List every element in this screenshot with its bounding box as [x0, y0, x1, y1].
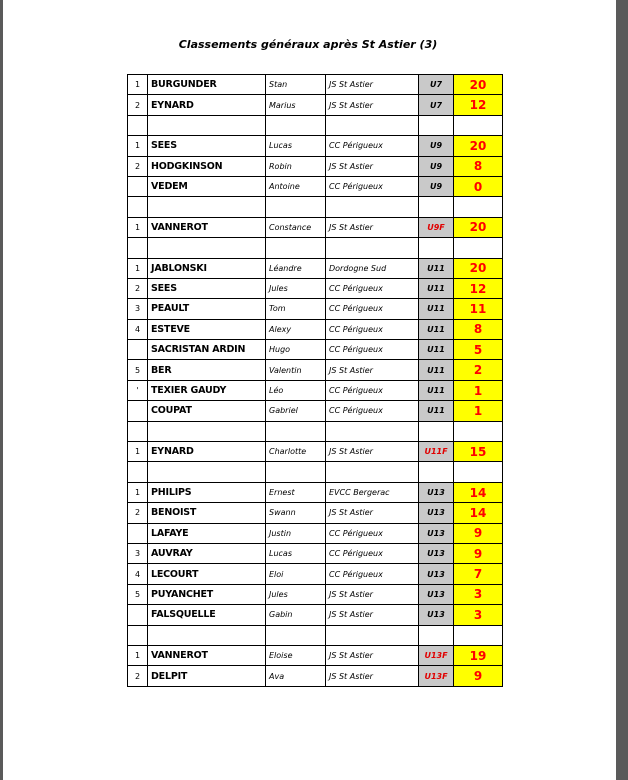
- last-name-cell: BENOIST: [148, 503, 266, 523]
- category-cell: U11: [419, 340, 454, 360]
- points-cell: 8: [454, 156, 503, 176]
- rank-cell: 1: [128, 217, 148, 237]
- points-cell: 0: [454, 176, 503, 196]
- rank-cell: 1: [128, 75, 148, 95]
- club-cell: JS St Astier: [326, 360, 419, 380]
- first-name-cell: [266, 421, 326, 441]
- first-name-cell: Lucas: [266, 543, 326, 563]
- table-row: [128, 482, 503, 502]
- last-name-cell: PEAULT: [148, 299, 266, 319]
- first-name-cell: Valentin: [266, 360, 326, 380]
- category-cell: U13: [419, 523, 454, 543]
- first-name-cell: Hugo: [266, 340, 326, 360]
- club-cell: JS St Astier: [326, 666, 419, 686]
- table-spacer-row: [128, 238, 503, 258]
- rank-cell: [128, 115, 148, 135]
- category-cell: U7: [419, 75, 454, 95]
- first-name-cell: Justin: [266, 523, 326, 543]
- last-name-cell: SEES: [148, 136, 266, 156]
- club-cell: [326, 115, 419, 135]
- table-row: [128, 156, 503, 176]
- points-cell: 15: [454, 442, 503, 462]
- points-cell: [454, 421, 503, 441]
- first-name-cell: Marius: [266, 95, 326, 115]
- table-spacer-row: [128, 462, 503, 482]
- points-cell: 14: [454, 503, 503, 523]
- last-name-cell: [148, 238, 266, 258]
- table-row: [128, 564, 503, 584]
- category-cell: [419, 115, 454, 135]
- points-cell: 3: [454, 584, 503, 604]
- rank-cell: [128, 238, 148, 258]
- last-name-cell: SACRISTAN ARDIN: [148, 340, 266, 360]
- first-name-cell: Léo: [266, 380, 326, 400]
- rank-cell: [128, 176, 148, 196]
- club-cell: JS St Astier: [326, 95, 419, 115]
- club-cell: CC Périgueux: [326, 543, 419, 563]
- first-name-cell: Antoine: [266, 176, 326, 196]
- rank-cell: 2: [128, 278, 148, 298]
- table-row: [128, 401, 503, 421]
- category-cell: U13: [419, 564, 454, 584]
- rank-cell: [128, 523, 148, 543]
- club-cell: JS St Astier: [326, 156, 419, 176]
- table-row: [128, 584, 503, 604]
- rank-cell: ': [128, 380, 148, 400]
- points-cell: 14: [454, 482, 503, 502]
- category-cell: [419, 238, 454, 258]
- last-name-cell: PHILIPS: [148, 482, 266, 502]
- first-name-cell: Ernest: [266, 482, 326, 502]
- table-row: [128, 645, 503, 665]
- last-name-cell: LECOURT: [148, 564, 266, 584]
- points-cell: 1: [454, 380, 503, 400]
- points-cell: 19: [454, 645, 503, 665]
- last-name-cell: [148, 115, 266, 135]
- club-cell: CC Périgueux: [326, 401, 419, 421]
- points-cell: 9: [454, 666, 503, 686]
- points-cell: [454, 625, 503, 645]
- category-cell: U9: [419, 136, 454, 156]
- table-spacer-row: [128, 421, 503, 441]
- category-cell: U13: [419, 543, 454, 563]
- first-name-cell: Eloi: [266, 564, 326, 584]
- last-name-cell: VANNEROT: [148, 217, 266, 237]
- rank-cell: 5: [128, 360, 148, 380]
- table-spacer-row: [128, 197, 503, 217]
- first-name-cell: [266, 462, 326, 482]
- points-cell: [454, 462, 503, 482]
- rank-cell: [128, 625, 148, 645]
- table-row: [128, 340, 503, 360]
- category-cell: U7: [419, 95, 454, 115]
- first-name-cell: Alexy: [266, 319, 326, 339]
- club-cell: CC Périgueux: [326, 523, 419, 543]
- category-cell: U11: [419, 258, 454, 278]
- last-name-cell: BER: [148, 360, 266, 380]
- club-cell: CC Périgueux: [326, 136, 419, 156]
- category-cell: U11: [419, 278, 454, 298]
- rank-cell: [128, 340, 148, 360]
- points-cell: [454, 238, 503, 258]
- first-name-cell: [266, 115, 326, 135]
- club-cell: [326, 462, 419, 482]
- category-cell: U13: [419, 503, 454, 523]
- club-cell: CC Périgueux: [326, 564, 419, 584]
- category-cell: U9: [419, 176, 454, 196]
- standings-table: [127, 74, 503, 687]
- club-cell: JS St Astier: [326, 584, 419, 604]
- club-cell: CC Périgueux: [326, 176, 419, 196]
- rank-cell: [128, 197, 148, 217]
- last-name-cell: JABLONSKI: [148, 258, 266, 278]
- club-cell: JS St Astier: [326, 503, 419, 523]
- table-row: [128, 217, 503, 237]
- points-cell: 9: [454, 523, 503, 543]
- last-name-cell: TEXIER GAUDY: [148, 380, 266, 400]
- window-left-border: [0, 0, 3, 780]
- table-row: [128, 176, 503, 196]
- rank-cell: [128, 462, 148, 482]
- points-cell: 1: [454, 401, 503, 421]
- club-cell: CC Périgueux: [326, 278, 419, 298]
- category-cell: U13: [419, 482, 454, 502]
- last-name-cell: [148, 462, 266, 482]
- first-name-cell: Swann: [266, 503, 326, 523]
- table-row: [128, 543, 503, 563]
- table-row: [128, 95, 503, 115]
- points-cell: 20: [454, 136, 503, 156]
- document-title: Classements généraux après St Astier (3): [178, 38, 438, 51]
- points-cell: 20: [454, 258, 503, 278]
- points-cell: 3: [454, 605, 503, 625]
- first-name-cell: Léandre: [266, 258, 326, 278]
- last-name-cell: BURGUNDER: [148, 75, 266, 95]
- category-cell: U11: [419, 401, 454, 421]
- club-cell: JS St Astier: [326, 75, 419, 95]
- first-name-cell: Eloise: [266, 645, 326, 665]
- category-cell: U13: [419, 605, 454, 625]
- rank-cell: 1: [128, 136, 148, 156]
- category-cell: U13F: [419, 645, 454, 665]
- club-cell: [326, 625, 419, 645]
- last-name-cell: HODGKINSON: [148, 156, 266, 176]
- points-cell: 11: [454, 299, 503, 319]
- last-name-cell: SEES: [148, 278, 266, 298]
- first-name-cell: Gabin: [266, 605, 326, 625]
- last-name-cell: COUPAT: [148, 401, 266, 421]
- club-cell: JS St Astier: [326, 645, 419, 665]
- category-cell: [419, 197, 454, 217]
- category-cell: [419, 421, 454, 441]
- category-cell: U11: [419, 319, 454, 339]
- first-name-cell: [266, 625, 326, 645]
- table-row: [128, 278, 503, 298]
- first-name-cell: Robin: [266, 156, 326, 176]
- rank-cell: 2: [128, 666, 148, 686]
- last-name-cell: AUVRAY: [148, 543, 266, 563]
- last-name-cell: DELPIT: [148, 666, 266, 686]
- points-cell: 12: [454, 95, 503, 115]
- points-cell: 8: [454, 319, 503, 339]
- club-cell: Dordogne Sud: [326, 258, 419, 278]
- window-right-border: [616, 0, 628, 780]
- first-name-cell: Gabriel: [266, 401, 326, 421]
- club-cell: CC Périgueux: [326, 319, 419, 339]
- club-cell: CC Périgueux: [326, 340, 419, 360]
- last-name-cell: VEDEM: [148, 176, 266, 196]
- first-name-cell: Jules: [266, 278, 326, 298]
- first-name-cell: Constance: [266, 217, 326, 237]
- first-name-cell: Charlotte: [266, 442, 326, 462]
- club-cell: CC Périgueux: [326, 299, 419, 319]
- first-name-cell: Tom: [266, 299, 326, 319]
- club-cell: JS St Astier: [326, 217, 419, 237]
- last-name-cell: LAFAYE: [148, 523, 266, 543]
- last-name-cell: [148, 197, 266, 217]
- club-cell: EVCC Bergerac: [326, 482, 419, 502]
- first-name-cell: [266, 197, 326, 217]
- rank-cell: [128, 605, 148, 625]
- category-cell: [419, 625, 454, 645]
- category-cell: U11: [419, 360, 454, 380]
- club-cell: CC Périgueux: [326, 380, 419, 400]
- points-cell: 9: [454, 543, 503, 563]
- rank-cell: [128, 401, 148, 421]
- points-cell: [454, 197, 503, 217]
- table-row: [128, 75, 503, 95]
- category-cell: [419, 462, 454, 482]
- club-cell: [326, 421, 419, 441]
- last-name-cell: [148, 625, 266, 645]
- category-cell: U13F: [419, 666, 454, 686]
- table-row: [128, 299, 503, 319]
- rank-cell: 1: [128, 482, 148, 502]
- table-row: [128, 523, 503, 543]
- last-name-cell: [148, 421, 266, 441]
- table-row: [128, 258, 503, 278]
- points-cell: 12: [454, 278, 503, 298]
- first-name-cell: Lucas: [266, 136, 326, 156]
- last-name-cell: FALSQUELLE: [148, 605, 266, 625]
- first-name-cell: [266, 238, 326, 258]
- points-cell: [454, 115, 503, 135]
- points-cell: 2: [454, 360, 503, 380]
- club-cell: [326, 238, 419, 258]
- table-row: [128, 503, 503, 523]
- rank-cell: 4: [128, 319, 148, 339]
- table-row: [128, 360, 503, 380]
- category-cell: U13: [419, 584, 454, 604]
- last-name-cell: VANNEROT: [148, 645, 266, 665]
- rank-cell: 1: [128, 645, 148, 665]
- rank-cell: 3: [128, 543, 148, 563]
- rank-cell: 2: [128, 503, 148, 523]
- category-cell: U11: [419, 299, 454, 319]
- last-name-cell: PUYANCHET: [148, 584, 266, 604]
- category-cell: U9F: [419, 217, 454, 237]
- last-name-cell: EYNARD: [148, 95, 266, 115]
- category-cell: U11: [419, 380, 454, 400]
- points-cell: 20: [454, 217, 503, 237]
- rank-cell: 3: [128, 299, 148, 319]
- table-row: [128, 136, 503, 156]
- rank-cell: 4: [128, 564, 148, 584]
- category-cell: U9: [419, 156, 454, 176]
- last-name-cell: ESTEVE: [148, 319, 266, 339]
- club-cell: JS St Astier: [326, 605, 419, 625]
- first-name-cell: Jules: [266, 584, 326, 604]
- table-row: [128, 442, 503, 462]
- points-cell: 5: [454, 340, 503, 360]
- points-cell: 20: [454, 75, 503, 95]
- table-row: [128, 319, 503, 339]
- first-name-cell: Stan: [266, 75, 326, 95]
- table-row: [128, 605, 503, 625]
- category-cell: U11F: [419, 442, 454, 462]
- table-row: [128, 380, 503, 400]
- table-spacer-row: [128, 625, 503, 645]
- rank-cell: 2: [128, 156, 148, 176]
- points-cell: 7: [454, 564, 503, 584]
- table-row: [128, 666, 503, 686]
- rank-cell: 2: [128, 95, 148, 115]
- rank-cell: 5: [128, 584, 148, 604]
- club-cell: [326, 197, 419, 217]
- last-name-cell: EYNARD: [148, 442, 266, 462]
- table-spacer-row: [128, 115, 503, 135]
- rank-cell: [128, 421, 148, 441]
- club-cell: JS St Astier: [326, 442, 419, 462]
- rank-cell: 1: [128, 258, 148, 278]
- rank-cell: 1: [128, 442, 148, 462]
- first-name-cell: Ava: [266, 666, 326, 686]
